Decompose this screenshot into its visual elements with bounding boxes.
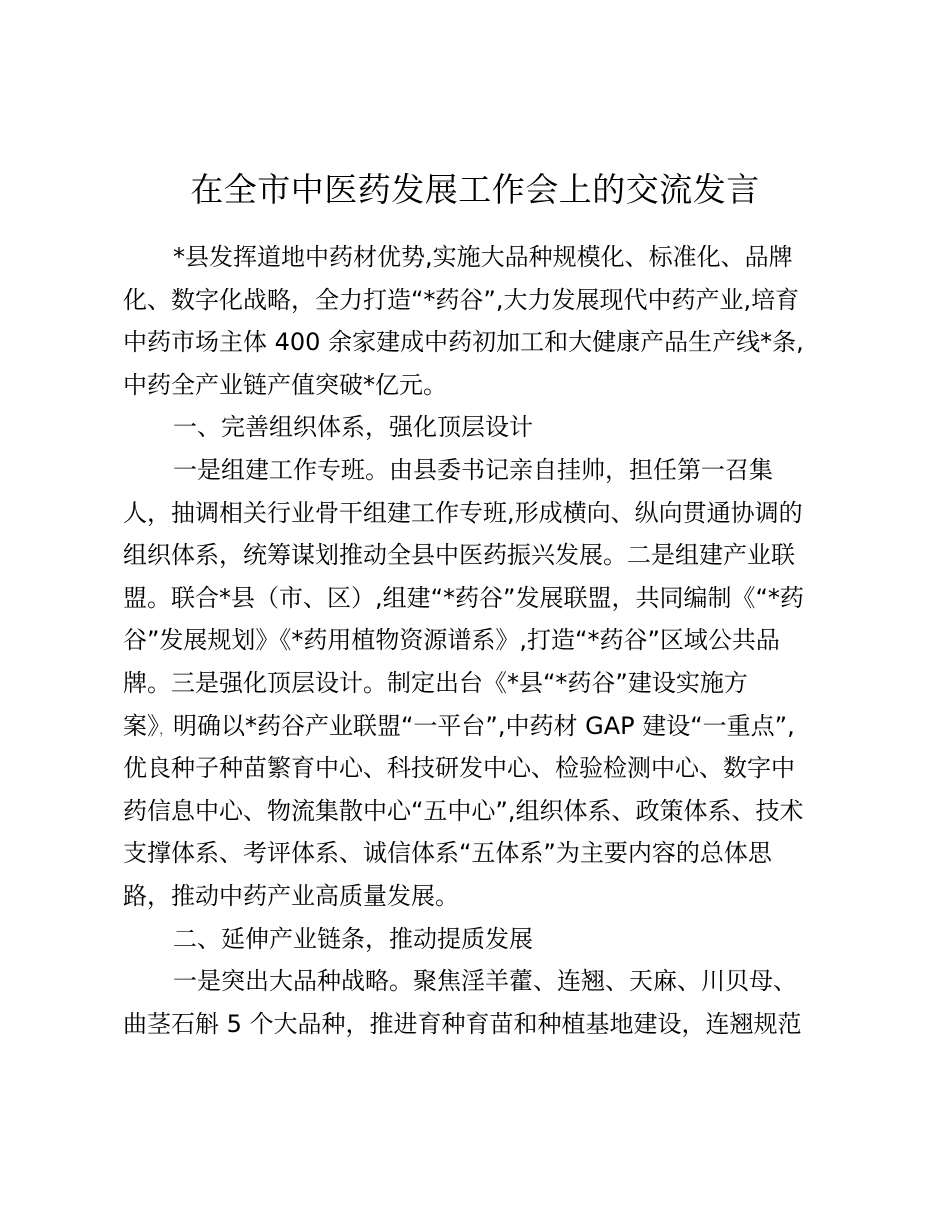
paragraph-line: 中药市场主体 400 余家建成中药初加工和大健康产品生产线*条, [123, 328, 804, 357]
stray-comma: ， [159, 721, 173, 738]
document-body [123, 236, 853, 1045]
paragraph-line: 盟。联合*县（市、区）,组建“*药谷”发展联盟，共同编制《“*药 [123, 583, 804, 612]
document-title: 在全市中医药发展工作会上的交流发言 [190, 170, 760, 209]
paragraph-line: 谷”发展规划》《*药用植物资源谱系》,打造“*药谷”区域公共品 [123, 626, 780, 655]
paragraph-line: 牌。三是强化顶层设计。制定出台《*县“*药谷”建设实施方 [123, 668, 748, 697]
paragraph-line: *县发挥道地中药材优势,实施大品种规模化、标准化、品牌 [173, 243, 793, 271]
paragraph-line: 人，抽调相关行业骨干组建工作专班,形成横向、纵向贯通协调的 [123, 498, 803, 527]
section-heading: 二、延伸产业链条，推动提质发展 [173, 924, 533, 953]
line-rest-text: 明确以*药谷产业联盟“一平台”,中药材 GAP 建设“一重点”, [173, 711, 795, 740]
section-heading: 一、完善组织体系，强化顶层设计 [173, 413, 533, 442]
paragraph-line: 优良种子种苗繁育中心、科技研发中心、检验检测中心、数字中 [123, 754, 795, 783]
paragraph-line: 组织体系，统筹谋划推动全县中医药振兴发展。二是组建产业联 [123, 541, 795, 570]
paragraph-line: 路，推动中药产业高质量发展。 [123, 881, 459, 910]
paragraph-line: 中药全产业链产值突破*亿元。 [123, 370, 447, 399]
paragraph-line: 支撑体系、考评体系、诚信体系“五体系”为主要内容的总体思 [123, 839, 772, 868]
paragraph-line: 一是突出大品种战略。聚焦淫羊藿、连翘、天麻、川贝母、 [173, 967, 797, 996]
paragraph-line: 药信息中心、物流集散中心“五中心”,组织体系、政策体系、技术 [123, 796, 804, 825]
paragraph-line [123, 705, 853, 748]
paragraph-line: 曲茎石斛 5 个大品种，推进育种育苗和种植基地建设，连翘规范 [123, 1009, 802, 1038]
paragraph-line: 一是组建工作专班。由县委书记亲自挂帅，担任第一召集 [173, 455, 773, 484]
paragraph-line: 化、数字化战略，全力打造“*药谷”,大力发展现代中药产业,培育 [123, 285, 800, 314]
line-start-text: 案》 [123, 711, 159, 740]
